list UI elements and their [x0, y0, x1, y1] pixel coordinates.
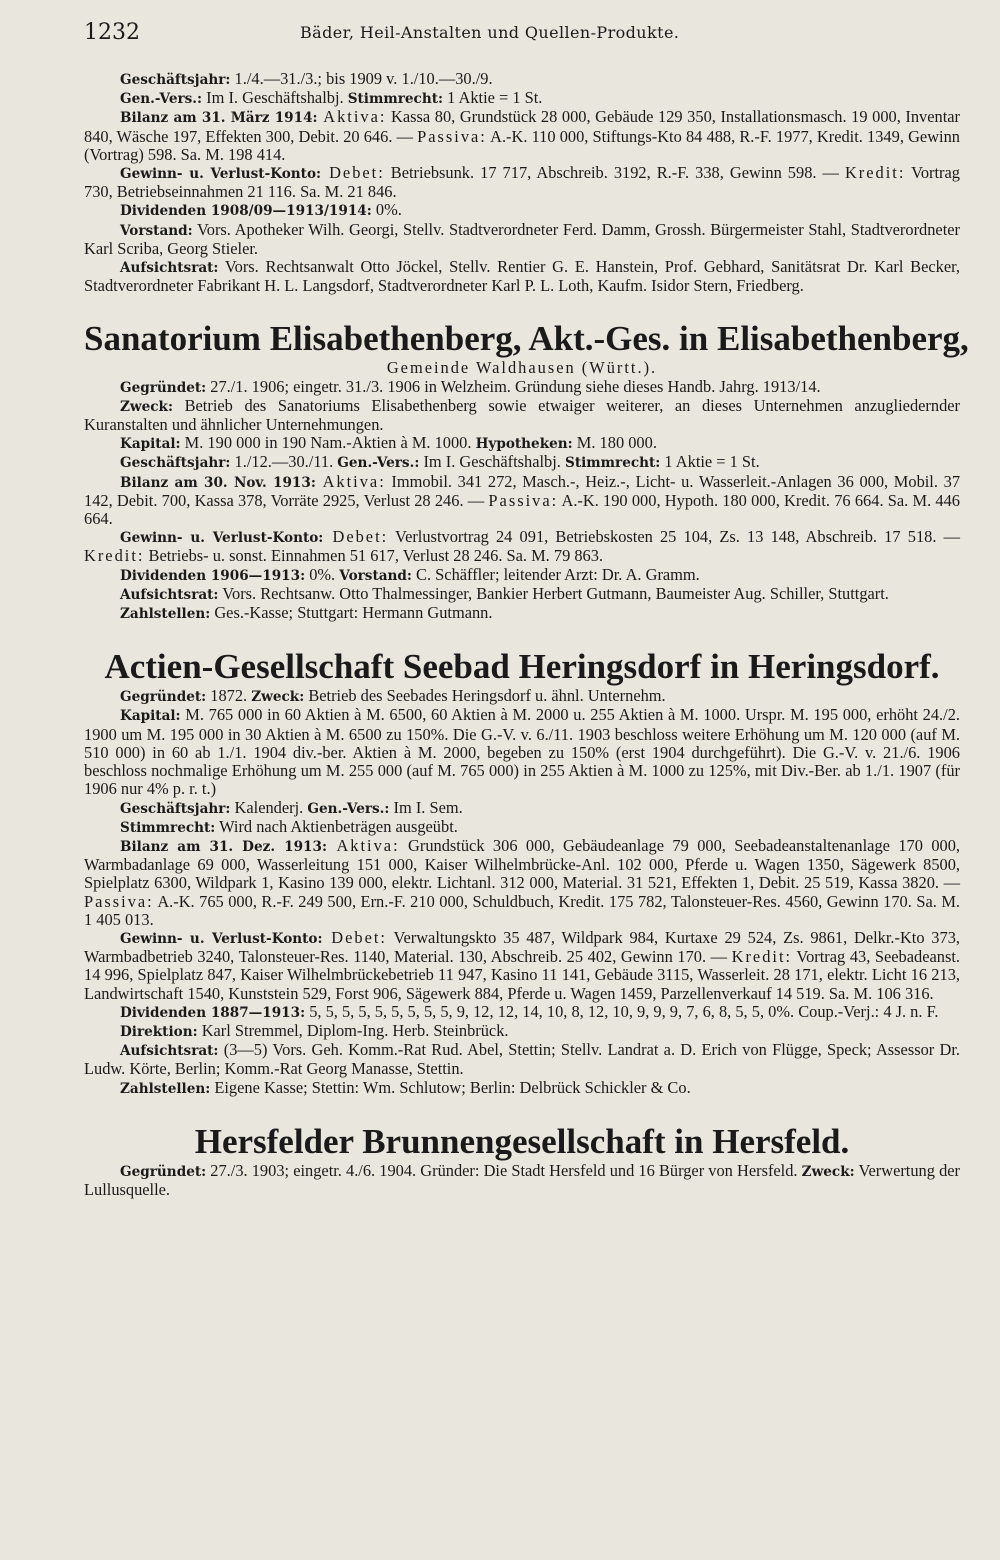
- entry-title: Sanatorium Elisabethenberg, Akt.-Ges. in Elisabethenberg,: [84, 319, 969, 359]
- fiscal-info: Geschäftsjahr: 1./4.—31./3.; bis 1909 v. 1./10.—30./9.: [120, 69, 493, 88]
- dividends: Dividenden 1908/09—1913/1914: 0%.: [120, 200, 402, 220]
- fiscal-info: Geschäftsjahr: 1./12.—30./11. Gen.-Vers.: Im I. Geschäftshalbj. Stimmrecht: 1 Aktie = 1 St.: [120, 452, 760, 472]
- management: Direktion: Karl Stremmel, Diplom-Ing. Herb. Steinbrück.: [120, 1020, 509, 1040]
- entry-continuation: [84, 70, 960, 295]
- running-header: [84, 0, 960, 70]
- entry-title: Actien-Gesellschaft Seebad Heringsdorf in Heringsdorf.: [104, 647, 940, 687]
- founded-purpose: Gegründet: 27./3. 1903; eingetr. 4./6. 1904. Gründer: Die Stadt Hersfeld und 16 Bürger von Hersfeld. Zweck: Verwertung der Lullusquelle.: [84, 1160, 960, 1199]
- entry-subtitle: Gemeinde Waldhausen (Württ.).: [386, 358, 658, 378]
- page-number: 1232: [84, 20, 140, 45]
- balance-sheet: Bilanz am 30. Nov. 1913: Aktiva: Immobil. 341 272, Masch.-, Heiz.-, Licht- u. Wasserleit.-Anlagen 36 000, Mobil. 37 142, Debit. 700, Kassa 378, Vorräte 2925, Verlust 28 246. — Passiva: A.-K. 190 000, Hypoth. 180 000, Kredit. 76 664. Sa. M. 446 664.: [84, 471, 961, 529]
- entry-sanatorium: [84, 319, 969, 623]
- balance-sheet: Bilanz am 31. Dez. 1913: Aktiva: Grundstück 306 000, Gebäudeanlage 79 000, Seebadeanstaltenanlage 170 000, Warmbadanlage 69 000, Wasserleitung 151 000, Kaiser Wilhelmbrücke-Anl. 102 000, Pferde u. Wagen 1350, Sägewerk 8500, Spielplatz 6300, Wildpark 1, Kasino 139 000, elektr. Lichtanl. 312 000, Material. 31 521, Effekten 1, Debit. 25 519, Kassa 3820. — Passiva: A.-K. 765 000, R.-F. 249 500, Ern.-F. 210 000, Schuldbuch, Kredit. 175 782, Talonsteuer-Res. 4560, Gewinn 170. Sa. M. 1 405 013.: [84, 835, 961, 929]
- supervisory-board: Aufsichtsrat: Vors. Rechtsanw. Otto Thalmessinger, Bankier Herbert Gutmann, Baumeister Aug. Schiller, Stuttgart.: [120, 583, 889, 603]
- capital: Kapital: M. 190 000 in 190 Nam.-Aktien à M. 1000. Hypotheken: M. 180 000.: [120, 433, 657, 453]
- dividends-board: Dividenden 1906—1913: 0%. Vorstand: C. Schäffler; leitender Arzt: Dr. A. Gramm.: [120, 564, 700, 584]
- running-title: Bäder, Heil-Anstalten und Quellen-Produkte.: [300, 23, 680, 42]
- profit-loss: Gewinn- u. Verlust-Konto: Debet: Verlustvortrag 24 091, Betriebskosten 25 104, Zs. 13 148, Abschreib. 17 518. — Kredit: Betriebs- u. sonst. Einnahmen 51 617, Verlust 28 246. Sa. M. 79 863.: [84, 527, 960, 566]
- profit-loss: Gewinn- u. Verlust-Konto: Debet: Betriebsunk. 17 717, Abschreib. 3192, R.-F. 338, Gewinn 598. — Kredit: Vortrag 730, Betriebseinnahmen 21 116. Sa. M. 21 846.: [84, 163, 960, 202]
- fiscal-info: Geschäftsjahr: Kalenderj. Gen.-Vers.: Im I. Sem.: [120, 797, 463, 817]
- entry-hersfelder-brunnen: [84, 1122, 960, 1199]
- paying-agents: Zahlstellen: Ges.-Kasse; Stuttgart: Hermann Gutmann.: [120, 603, 493, 623]
- meeting-info: Gen.-Vers.: Im I. Geschäftshalbj. Stimmrecht: 1 Aktie = 1 St.: [120, 88, 543, 108]
- purpose: Zweck: Betrieb des Sanatoriums Elisabethenberg sowie etwaiger weiterer, an dieses Unternehmen anzugliedernder Kuranstalten und ähnlicher Unternehmungen.: [84, 395, 960, 435]
- balance-sheet: Bilanz am 31. März 1914: Aktiva: Kassa 80, Grundstück 28 000, Gebäude 129 350, Installationsmasch. 19 000, Inventar 840, Wäsche 197, Effekten 300, Debit. 20 646. — Passiva: A.-K. 110 000, Stiftungs-Kto 84 488, R.-F. 1977, Kredit. 1349, Gewinn (Vortrag) 598. Sa. M. 198 414.: [84, 107, 961, 164]
- entry-title: Hersfelder Brunnengesellschaft in Hersfeld.: [194, 1121, 850, 1161]
- dividends: Dividenden 1887—1913: 5, 5, 5, 5, 5, 5, 5, 5, 5, 9, 12, 12, 14, 10, 8, 12, 10, 9, 9, 9, 7, 6, 8, 5, 5, 0%. Coup.-Verj.: 4 J. n. F.: [120, 1001, 939, 1021]
- entry-seebad-heringsdorf: [84, 647, 960, 1097]
- paying-agents: Zahlstellen: Eigene Kasse; Stettin: Wm. Schlutow; Berlin: Delbrück Schickler & Co.: [120, 1077, 691, 1097]
- profit-loss: Gewinn- u. Verlust-Konto: Debet: Verwaltungskto 35 487, Wildpark 984, Kurtaxe 29 524, Zs. 9861, Delkr.-Kto 373, Warmbadbetrieb 3240, Talonsteuer-Res. 1140, Material. 130, Abschreib. 25 402, Gewinn 170. — Kredit: Vortrag 43, Seebadeanst. 14 996, Spielplatz 847, Kaiser Wilhelmbrückebetrieb 11 947, Kasino 11 141, Gebäude 3115, Wasserleit. 28 171, elektr. Licht 16 213, Landwirtschaft 1540, Kunststein 529, Forst 906, Sägewerk 884, Pferde u. Wagen 1459, Parzellenverkauf 14 519. Sa. M. 106 316.: [84, 927, 960, 1003]
- capital: Kapital: M. 765 000 in 60 Aktien à M. 6500, 60 Aktien à M. 2000 u. 255 Aktien à M. 1000. Urspr. M. 195 000, erhöht 24./2. 1900 um M. 195 000 in 30 Aktien à M. 6500 zu 150%. Die G.-V. v. 6./11. 1903 beschloss weitere Erhöhung um M. 120 000 (auf M. 510 000) in 60 ab 1./1. 1904 div.-ber. Aktien à M. 2000, begeben zu 150% (erst 1904 durchgeführt). Die G.-V. v. 21./6. 1906 beschloss nochmalige Erhöhung um M. 255 000 (auf M. 765 000) in 255 Aktien à M. 1000 zu 125%, mit Div.-Ber. ab 1./1. 1907 (für 1906 nur 4% p. r. t.): [84, 705, 960, 799]
- board: Vorstand: Vors. Apotheker Wilh. Georgi, Stellv. Stadtverordneter Ferd. Damm, Grossh. Bürgermeister Stahl, Stadtverordneter Karl Scriba, Georg Stieler.: [84, 219, 960, 258]
- supervisory-board: Aufsichtsrat: Vors. Rechtsanwalt Otto Jöckel, Stellv. Rentier G. E. Hanstein, Prof. Gebhard, Sanitätsrat Dr. Karl Becker, Stadtverordneter Fabrikant H. L. Langsdorf, Stadtverordneter Karl P. L. Loth, Kaufm. Isidor Stern, Friedberg.: [84, 257, 960, 296]
- voting-rights: Stimmrecht: Wird nach Aktienbeträgen ausgeübt.: [120, 816, 458, 836]
- founded: Gegründet: 27./1. 1906; eingetr. 31./3. 1906 in Welzheim. Gründung siehe dieses Handb. Jahrg. 1913/14.: [120, 376, 821, 396]
- founded-purpose: Gegründet: 1872. Zweck: Betrieb des Seebades Heringsdorf u. ähnl. Unternehm.: [120, 686, 666, 706]
- supervisory-board: Aufsichtsrat: (3—5) Vors. Geh. Komm.-Rat Rud. Abel, Stettin; Stellv. Landrat a. D. Erich von Flügge, Speck; Assessor Dr. Ludw. Körte, Berlin; Komm.-Rat Georg Manasse, Stettin.: [84, 1040, 960, 1079]
